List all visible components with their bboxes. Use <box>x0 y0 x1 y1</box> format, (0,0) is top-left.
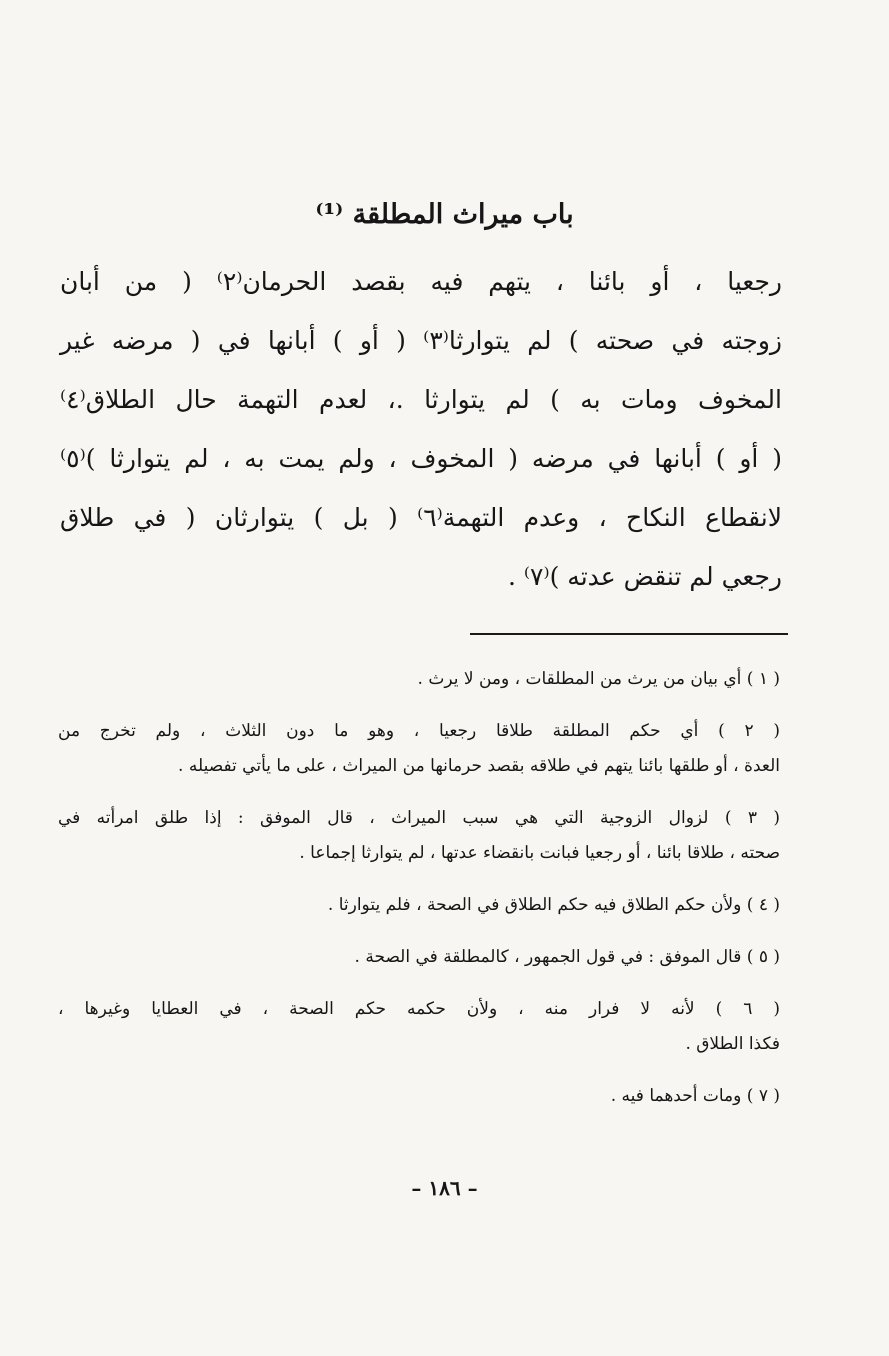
footnote-line: ( ٧ ) ومات أحدهما فيه . <box>610 1086 780 1106</box>
main-text-line: زوجته في صحته ) لم يتوارثا⁽٣⁾ ( أو ) أبانها في ( مرضه غير <box>60 326 782 355</box>
footnote-4 <box>58 888 780 923</box>
footnote-2 <box>58 714 780 784</box>
footnote-line: ( ٢ ) أي حكم المطلقة طلاقا رجعيا ، وهو ما دون الثلاث ، ولم تخرج من <box>58 721 780 741</box>
main-text-line: رجعيا ، أو بائنا ، يتهم فيه بقصد الحرمان⁽٢⁾ ( من أبان <box>60 267 782 296</box>
main-text-line: ( أو ) أبانها في مرضه ( المخوف ، ولم يمت به ، لم يتوارثا )⁽٥⁾ <box>60 444 782 473</box>
footnote-5 <box>58 940 780 975</box>
footnote-line: ( ١ ) أي بيان من يرث من المطلقات ، ومن لا يرث . <box>417 669 780 689</box>
main-text-line: المخوف ومات به ) لم يتوارثا .، لعدم التهمة حال الطلاق⁽٤⁾ <box>60 385 782 414</box>
main-text-line: رجعي لم تنقض عدته )⁽٧⁾ . <box>507 562 782 591</box>
main-text-line: لانقطاع النكاح ، وعدم التهمة⁽٦⁾ ( بل ) يتوارثان ( في طلاق <box>60 503 782 532</box>
footnote-1 <box>58 662 780 697</box>
footnote-line: ( ٥ ) قال الموفق : في قول الجمهور ، كالمطلقة في الصحة . <box>354 947 780 967</box>
chapter-title: باب ميراث المطلقة ⁽¹⁾ <box>315 199 574 230</box>
footnote-7 <box>58 1079 780 1114</box>
footnote-line: صحته ، طلاقا بائنا ، أو رجعيا فبانت بانقضاء عدتها ، لم يتوارثا إجماعا . <box>299 843 780 863</box>
footnote-line: ( ٣ ) لزوال الزوجية التي هي سبب الميراث ، قال الموفق : إذا طلق امرأته في <box>58 808 780 828</box>
footnote-line: ( ٦ ) لأنه لا فرار منه ، ولأن حكمه حكم الصحة ، في العطايا وغيرها ، <box>58 999 780 1019</box>
footnote-line: فكذا الطلاق . <box>685 1034 780 1054</box>
main-text <box>60 252 782 606</box>
footnotes <box>58 662 780 1131</box>
page-number: – ١٨٦ – <box>411 1176 478 1200</box>
footnote-3 <box>58 801 780 871</box>
footnote-6 <box>58 992 780 1062</box>
footnote-divider <box>470 633 788 635</box>
footnote-line: ( ٤ ) ولأن حكم الطلاق فيه حكم الطلاق في الصحة ، فلم يتوارثا . <box>327 895 780 915</box>
footnote-line: العدة ، أو طلقها بائنا يتهم في طلاقه بقصد حرمانها من الميراث ، على ما يأتي تفصيله . <box>178 756 780 776</box>
